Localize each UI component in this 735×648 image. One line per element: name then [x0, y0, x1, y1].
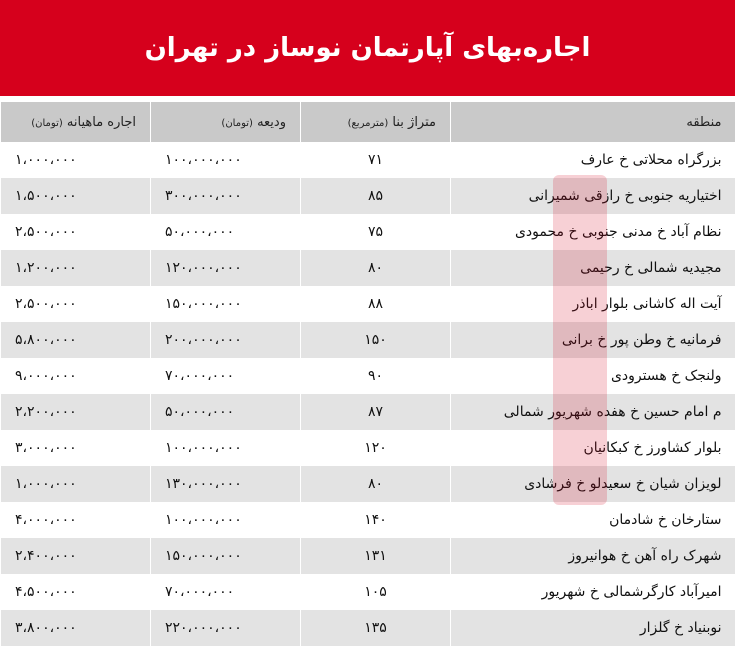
- rent-cell: ۱،۰۰۰،۰۰۰: [1, 466, 151, 502]
- table-row: [1, 142, 735, 178]
- header-rent: اجاره ماهیانه (تومان): [1, 102, 151, 142]
- region-cell: مجیدیه شمالی خ رحیمی: [451, 250, 735, 286]
- region-cell: اختیاریه جنوبی خ رازقی شمیرانی: [451, 178, 735, 214]
- area-cell: ۱۳۱: [301, 538, 451, 574]
- table-row: [1, 322, 735, 358]
- header-region: منطقه: [451, 102, 735, 142]
- region-cell: امیرآباد کارگرشمالی خ شهریور: [451, 574, 735, 610]
- table-row: [1, 538, 735, 574]
- region-cell: آیت اله کاشانی بلوار اباذر: [451, 286, 735, 322]
- deposit-cell: ۱۵۰،۰۰۰،۰۰۰: [151, 538, 301, 574]
- rent-cell: ۱،۲۰۰،۰۰۰: [1, 250, 151, 286]
- deposit-cell: ۱۲۰،۰۰۰،۰۰۰: [151, 250, 301, 286]
- region-cell: لویزان شیان خ سعیدلو خ فرشادی: [451, 466, 735, 502]
- region-cell: فرمانیه خ وطن پور خ برانی: [451, 322, 735, 358]
- deposit-cell: ۷۰،۰۰۰،۰۰۰: [151, 358, 301, 394]
- region-cell: شهرک راه آهن خ هوانیروز: [451, 538, 735, 574]
- area-cell: ۷۱: [301, 142, 451, 178]
- table-row: [1, 574, 735, 610]
- title-banner: [0, 0, 735, 102]
- rent-cell: ۱،۰۰۰،۰۰۰: [1, 142, 151, 178]
- area-cell: ۸۵: [301, 178, 451, 214]
- table-row: [1, 466, 735, 502]
- rent-cell: ۲،۴۰۰،۰۰۰: [1, 538, 151, 574]
- deposit-cell: ۲۰۰،۰۰۰،۰۰۰: [151, 322, 301, 358]
- deposit-cell: ۱۰۰،۰۰۰،۰۰۰: [151, 430, 301, 466]
- table-row: [1, 358, 735, 394]
- table-row: [1, 502, 735, 538]
- table-row: [1, 250, 735, 286]
- deposit-cell: ۵۰،۰۰۰،۰۰۰: [151, 214, 301, 250]
- table-header-row: [1, 102, 735, 142]
- rent-cell: ۱،۵۰۰،۰۰۰: [1, 178, 151, 214]
- table-body: [1, 142, 735, 646]
- rent-cell: ۴،۰۰۰،۰۰۰: [1, 502, 151, 538]
- region-cell: ولنجک خ هسترودی: [451, 358, 735, 394]
- deposit-cell: ۱۰۰،۰۰۰،۰۰۰: [151, 142, 301, 178]
- rent-table: [0, 102, 735, 646]
- area-cell: ۹۰: [301, 358, 451, 394]
- region-cell: ستارخان خ شادمان: [451, 502, 735, 538]
- rent-cell: ۳،۸۰۰،۰۰۰: [1, 610, 151, 646]
- region-cell: بزرگراه محلاتی خ عارف: [451, 142, 735, 178]
- page-title: اجاره‌بهای آپارتمان نوساز در تهران: [144, 33, 591, 63]
- deposit-cell: ۷۰،۰۰۰،۰۰۰: [151, 574, 301, 610]
- table-row: [1, 214, 735, 250]
- area-cell: ۱۲۰: [301, 430, 451, 466]
- rent-cell: ۹،۰۰۰،۰۰۰: [1, 358, 151, 394]
- area-cell: ۸۸: [301, 286, 451, 322]
- rent-cell: ۲،۲۰۰،۰۰۰: [1, 394, 151, 430]
- deposit-cell: ۱۵۰،۰۰۰،۰۰۰: [151, 286, 301, 322]
- header-area: متراژ بنا (مترمربع): [301, 102, 451, 142]
- table-row: [1, 394, 735, 430]
- deposit-cell: ۳۰۰،۰۰۰،۰۰۰: [151, 178, 301, 214]
- deposit-cell: ۲۲۰،۰۰۰،۰۰۰: [151, 610, 301, 646]
- area-cell: ۱۵۰: [301, 322, 451, 358]
- area-cell: ۸۰: [301, 466, 451, 502]
- rent-cell: ۲،۵۰۰،۰۰۰: [1, 286, 151, 322]
- rent-cell: ۴،۵۰۰،۰۰۰: [1, 574, 151, 610]
- rent-cell: ۳،۰۰۰،۰۰۰: [1, 430, 151, 466]
- header-deposit: ودیعه (تومان): [151, 102, 301, 142]
- table-row: [1, 430, 735, 466]
- area-cell: ۷۵: [301, 214, 451, 250]
- deposit-cell: ۱۳۰،۰۰۰،۰۰۰: [151, 466, 301, 502]
- area-cell: ۱۴۰: [301, 502, 451, 538]
- deposit-cell: ۵۰،۰۰۰،۰۰۰: [151, 394, 301, 430]
- area-cell: ۸۷: [301, 394, 451, 430]
- table-row: [1, 286, 735, 322]
- area-cell: ۱۰۵: [301, 574, 451, 610]
- table-row: [1, 178, 735, 214]
- rent-cell: ۵،۸۰۰،۰۰۰: [1, 322, 151, 358]
- rent-cell: ۲،۵۰۰،۰۰۰: [1, 214, 151, 250]
- area-cell: ۱۳۵: [301, 610, 451, 646]
- deposit-cell: ۱۰۰،۰۰۰،۰۰۰: [151, 502, 301, 538]
- table-row: [1, 610, 735, 646]
- area-cell: ۸۰: [301, 250, 451, 286]
- region-cell: نوبنیاد خ گلزار: [451, 610, 735, 646]
- region-cell: نظام آباد خ مدنی جنوبی خ محمودی: [451, 214, 735, 250]
- region-cell: بلوار کشاورز خ کبکانیان: [451, 430, 735, 466]
- region-cell: م امام حسین خ هفده شهریور شمالی: [451, 394, 735, 430]
